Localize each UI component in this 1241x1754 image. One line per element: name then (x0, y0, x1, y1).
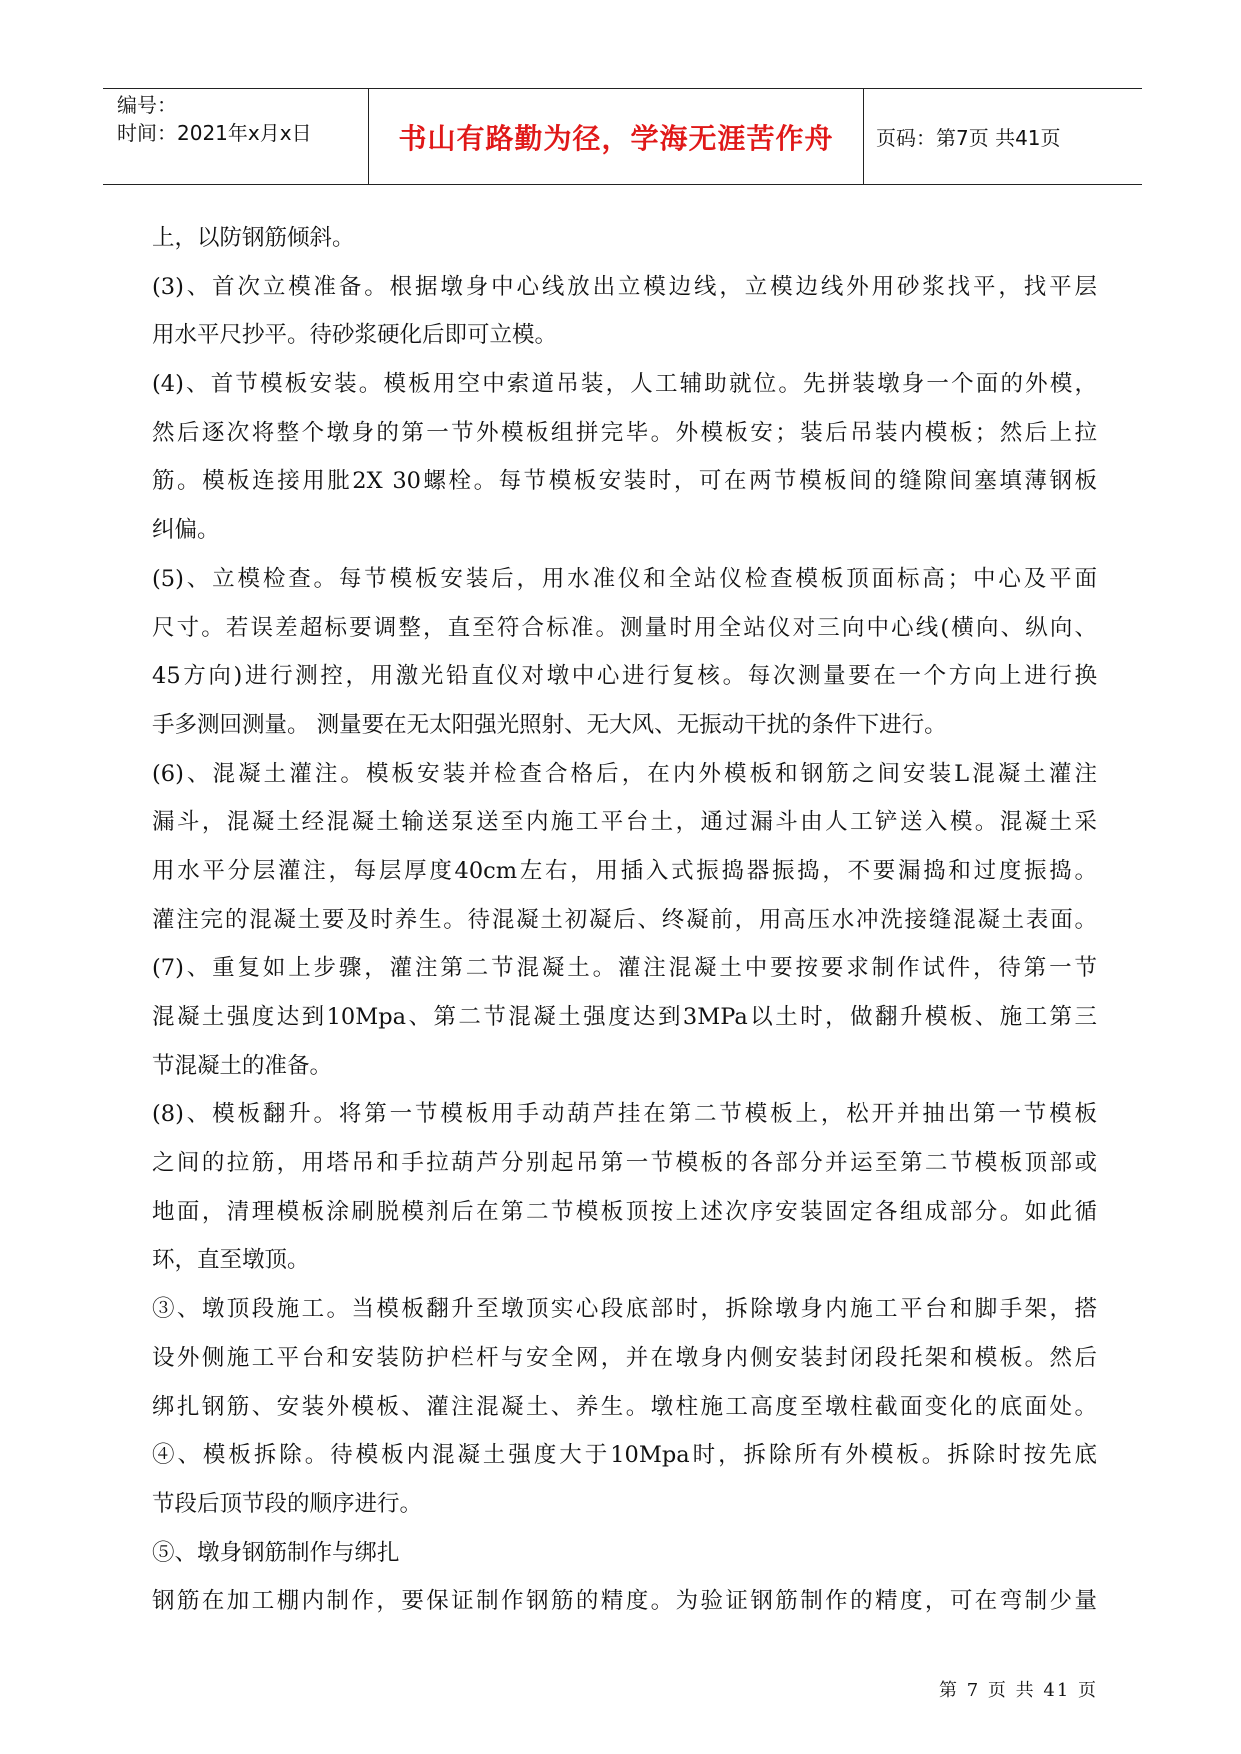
body-text-line: 灌注完的混凝土要及时养生。待混凝土初凝后、终凝前，用高压水冲洗接缝混凝土表面。 (152, 906, 1097, 933)
body-text-line: 漏斗，混凝土经混凝土输送泵送至内施工平台土，通过漏斗由人工铲送入模。混凝土采 (152, 809, 1097, 836)
body-text-line: (8)、模板翻升。将第一节模板用手动葫芦挂在第二节模板上，松开并抽出第一节模板 (152, 1101, 1097, 1128)
body-text-line: 手多测回测量。 测量要在无太阳强光照射、无大风、无振动干扰的条件下进行。 (152, 711, 947, 738)
body-text-line: (7)、重复如上步骤，灌注第二节混凝土。灌注混凝土中要按要求制作试件，待第一节 (152, 955, 1097, 982)
body-text-line: 用水平尺抄平。待砂浆硬化后即可立模。 (152, 322, 558, 349)
body-text-line: 然后逐次将整个墩身的第一节外模板组拼完毕。外模板安；装后吊装内模板；然后上拉 (152, 419, 1097, 446)
body-text-line: (5)、立模检查。每节模板安装后，用水准仪和全站仪检查模板顶面标高；中心及平面 (152, 565, 1097, 592)
body-text-line: ⑤、墩身钢筋制作与绑扎 (152, 1539, 400, 1566)
body-text-line: 纠偏。 (152, 517, 220, 544)
body-text-line: 45方向)进行测控，用激光铅直仪对墩中心进行复核。每次测量要在一个方向上进行换 (152, 663, 1097, 690)
motto-text: 书山有路勤为径，学海无涯苦作舟 (398, 121, 834, 155)
body-text-line: 上，以防钢筋倾斜。 (152, 225, 355, 251)
body-text-line: 节混凝土的准备。 (152, 1052, 333, 1079)
document-body (152, 214, 1097, 1626)
body-text-line: 用水平分层灌注，每层厚度40cm左右，用插入式振捣器振捣，不要漏捣和过度振捣。 (152, 857, 1097, 884)
body-text-line: (3)、首次立模准备。根据墩身中心线放出立模边线，立模边线外用砂浆找平，找平层 (152, 273, 1097, 300)
body-text-line: 地面，清理模板涂刷脱模剂后在第二节模板顶按上述次序安装固定各组成部分。如此循 (152, 1198, 1097, 1225)
body-text-line: 设外侧施工平台和安装防护栏杆与安全网，并在墩身内侧安装封闭段托架和模板。然后 (152, 1344, 1097, 1371)
page-footer: 第 7 页 共 41 页 (939, 1680, 1098, 1701)
body-text-line: 尺寸。若误差超标要调整，直至符合标准。测量时用全站仪对三向中心线(横向、纵向、 (152, 614, 1097, 641)
body-text-line: ④、模板拆除。待模板内混凝土强度大于10Mpa时，拆除所有外模板。拆除时按先底 (152, 1442, 1097, 1469)
body-text-line: 筋。模板连接用肶2X 30螺栓。每节模板安装时，可在两节模板间的缝隙间塞填薄钢板 (152, 468, 1097, 495)
body-text-line: 节段后顶节段的顺序进行。 (152, 1490, 423, 1517)
header-page-cell (864, 89, 1142, 184)
body-text-line: 钢筋在加工棚内制作，要保证制作钢筋的精度。为验证钢筋制作的精度，可在弯制少量 (152, 1588, 1097, 1615)
page-info: 页码：第7页 共41页 (876, 126, 1061, 150)
document-header (103, 88, 1142, 185)
body-text-line: 环，直至墩顶。 (152, 1247, 310, 1274)
body-text-line: 之间的拉筋，用塔吊和手拉葫芦分别起吊第一节模板的各部分并运至第二节模板顶部或 (152, 1150, 1097, 1177)
body-text-line: 绑扎钢筋、安装外模板、灌注混凝土、养生。墩柱施工高度至墩柱截面变化的底面处。 (152, 1393, 1097, 1420)
header-motto-cell (369, 89, 864, 184)
header-info-cell (103, 89, 369, 184)
time-label: 时间：2021年x月x日 (117, 121, 312, 145)
body-text-line: (4)、首节模板安装。模板用空中索道吊装，人工辅助就位。先拼装墩身一个面的外模， (152, 371, 1097, 398)
serial-number-label: 编号： (117, 93, 177, 117)
body-text-line: (6)、混凝土灌注。模板安装并检查合格后，在内外模板和钢筋之间安装L混凝土灌注 (152, 760, 1097, 787)
body-text-line: 混凝土强度达到10Mpa、第二节混凝土强度达到3MPa以土时，做翻升模板、施工第三 (152, 1004, 1097, 1030)
body-text-line: ③、墩顶段施工。当模板翻升至墩顶实心段底部时，拆除墩身内施工平台和脚手架，搭 (152, 1296, 1097, 1323)
